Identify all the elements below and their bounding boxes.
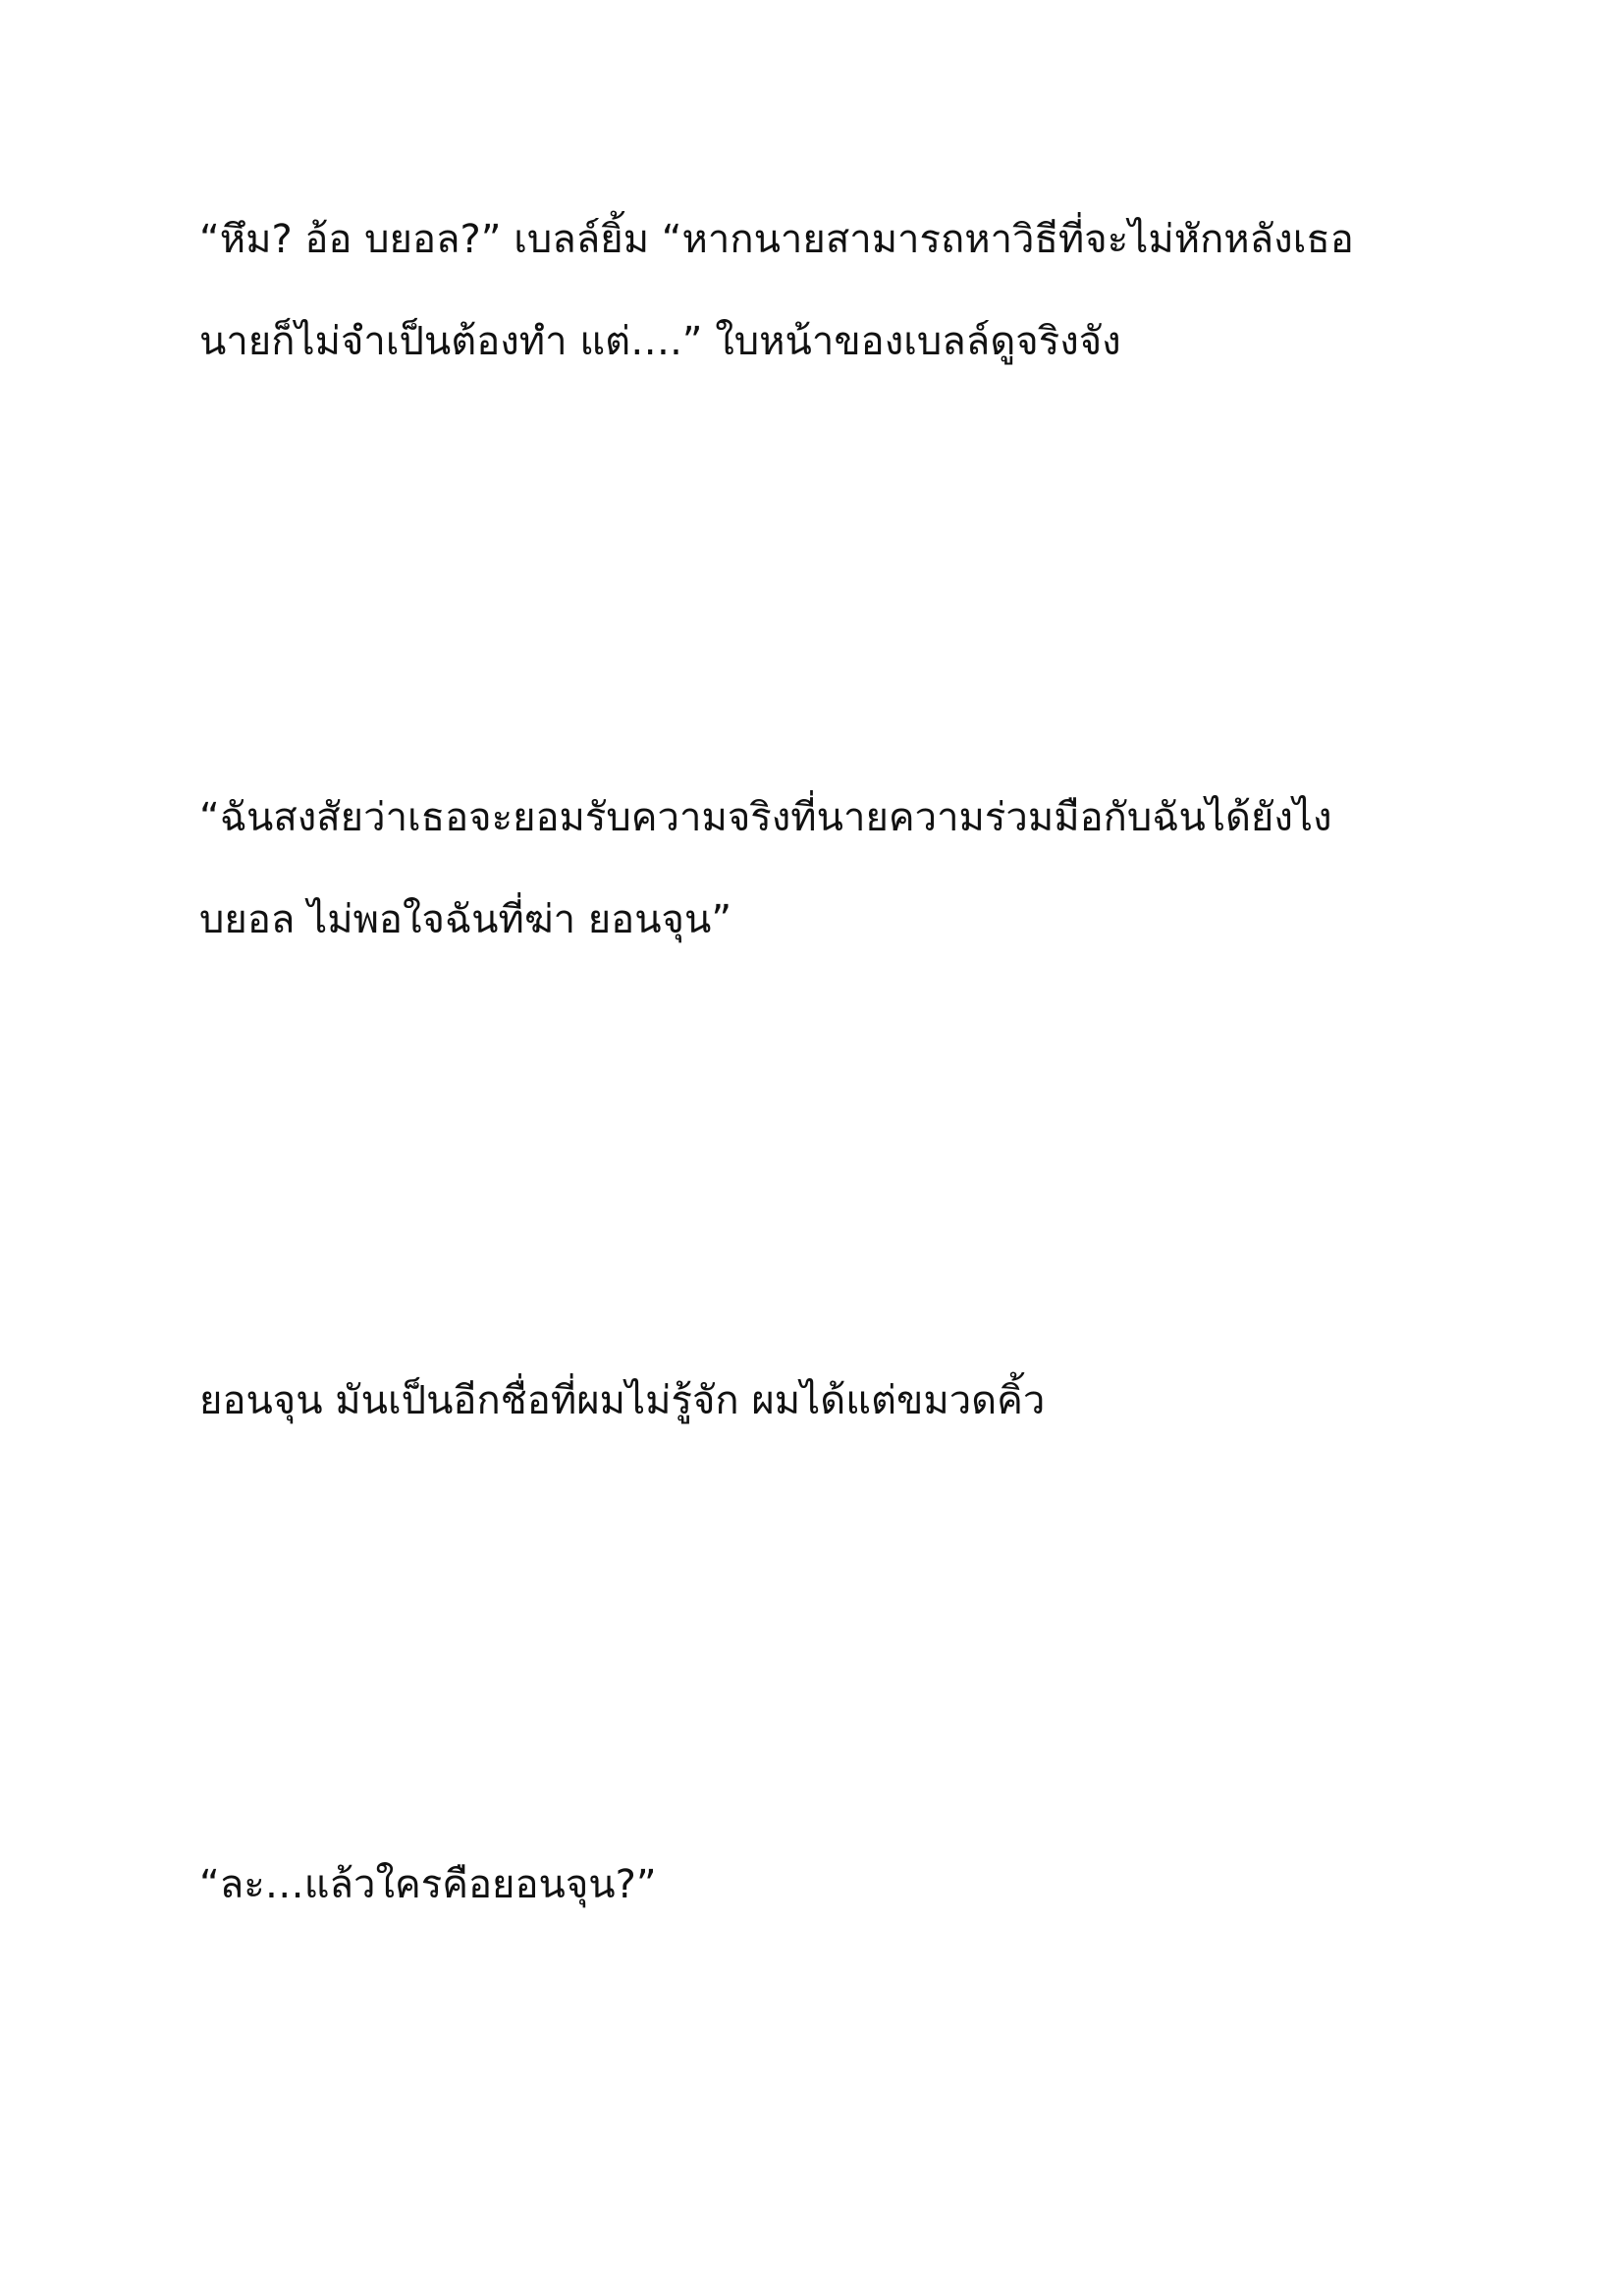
paragraph-2-line-1: “ฉันสงสัยว่าเธอจะยอมรับความจริงที่นายความร่วมมือกับฉันได้ยังไง: [199, 795, 1332, 840]
paragraph-3-line-1: ยอนจุน มันเป็นอีกชื่อที่ผมไม่รู้จัก ผมได้แต่ขมวดคิ้ว: [199, 1378, 1046, 1423]
paragraph-1-line-1: “หึม? อ้อ บยอล?” เบลล์ยิ้ม “หากนายสามารถหาวิธีที่จะไม่หักหลังเธอ: [199, 217, 1354, 262]
paragraph-4-line-1: “ละ…แล้วใครคือยอนจุน?”: [199, 1862, 657, 1907]
paragraph-2-line-2: บยอล ไม่พอใจฉันที่ฆ่า ยอนจุน”: [199, 897, 732, 942]
paragraph-1-line-2: นายก็ไม่จำเป็นต้องทำ แต่….” ใบหน้าของเบลล์ดูจริงจัง: [199, 319, 1121, 364]
